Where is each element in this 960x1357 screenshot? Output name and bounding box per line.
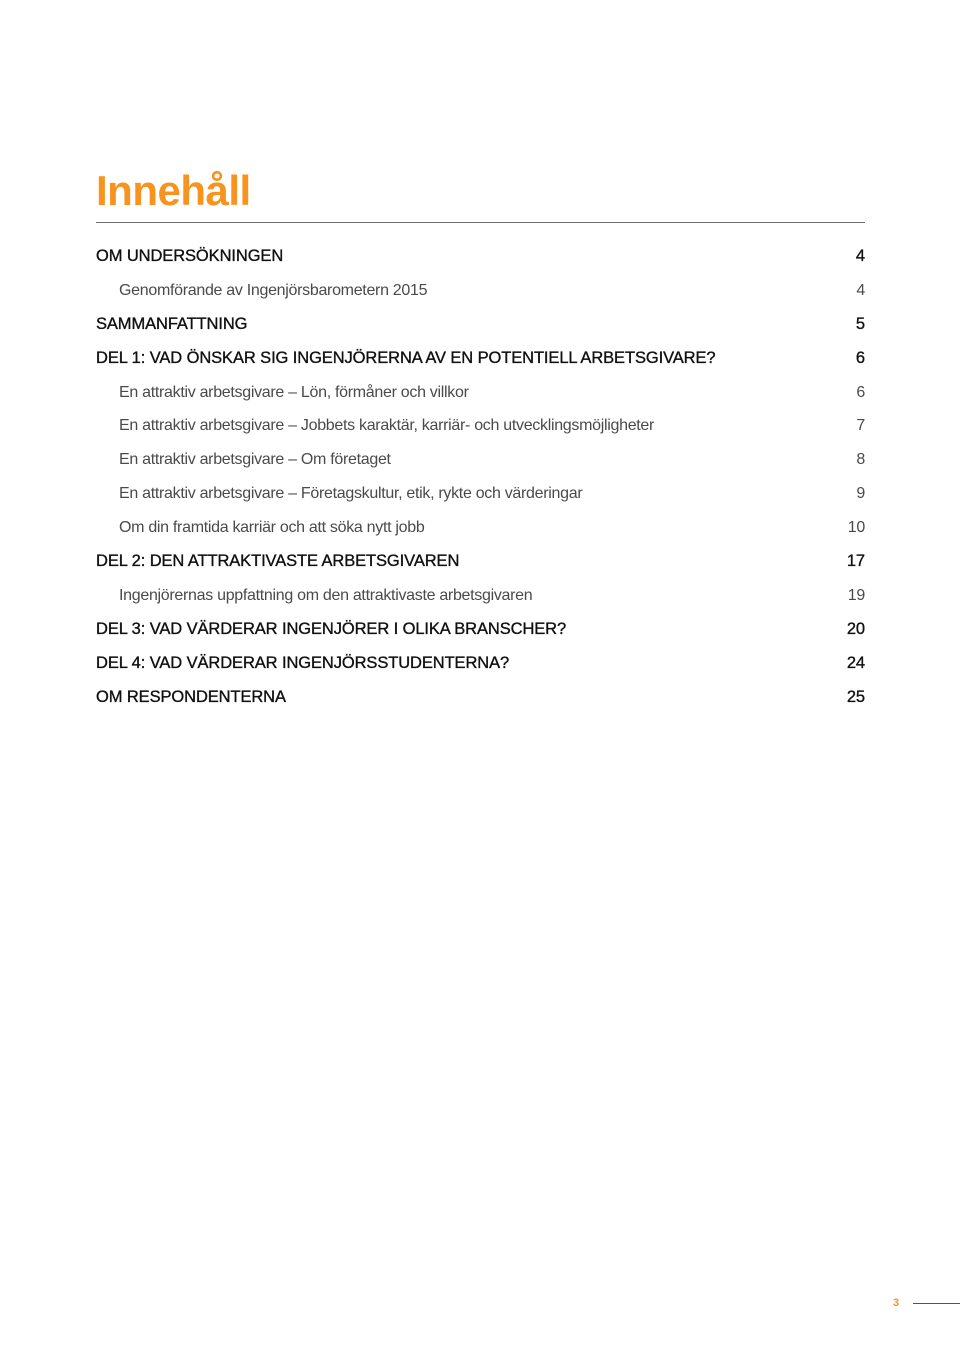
toc-entry-label: OM UNDERSÖKNINGEN (96, 247, 284, 266)
toc-entry-sammanfattning[interactable] (96, 308, 865, 342)
toc-entry-label: DEL 1: VAD ÖNSKAR SIG INGENJÖRERNA AV EN POTENTIELL ARBETSGIVARE? (96, 349, 716, 368)
toc-entry-page-number: 5 (855, 315, 865, 334)
toc-entry-label: OM RESPONDENTERNA (96, 688, 286, 707)
toc-entry-label: En attraktiv arbetsgivare – Företagskultur, etik, rykte och värderingar (119, 485, 583, 503)
toc-entry-lon-formaner[interactable] (96, 376, 865, 410)
toc-entry-page-number: 4 (855, 247, 865, 266)
page-number-rule (913, 1303, 960, 1304)
toc-entry-framtida-karriar[interactable] (96, 511, 865, 545)
toc-entry-om-respondenterna[interactable] (96, 681, 865, 715)
toc-entry-page-number: 19 (847, 586, 865, 604)
toc-entry-jobbets-karaktar[interactable] (96, 409, 865, 443)
toc-entry-page-number: 24 (846, 654, 865, 673)
toc-entry-page-number: 6 (856, 383, 865, 401)
toc-entry-label: Genomförande av Ingenjörsbarometern 2015 (119, 281, 428, 299)
toc-entry-label: DEL 4: VAD VÄRDERAR INGENJÖRSSTUDENTERNA? (96, 654, 510, 673)
toc-entry-label: Ingenjörernas uppfattning om den attraktivaste arbetsgivaren (119, 586, 533, 604)
toc-entry-page-number: 20 (846, 620, 865, 639)
toc-entry-om-foretaget[interactable] (96, 443, 865, 477)
toc-entry-foretagskultur[interactable] (96, 477, 865, 511)
toc-entry-label: DEL 3: VAD VÄRDERAR INGENJÖRER I OLIKA BRANSCHER? (96, 620, 567, 639)
toc-entry-label: Om din framtida karriär och att söka nytt jobb (119, 519, 425, 537)
toc-entry-label: En attraktiv arbetsgivare – Jobbets karaktär, karriär- och utvecklingsmöjligheter (119, 417, 655, 435)
page-number: 3 (893, 1297, 900, 1309)
toc-entry-label: En attraktiv arbetsgivare – Om företaget (119, 451, 391, 469)
toc-entry-del-1[interactable] (96, 342, 865, 376)
toc-entry-page-number: 4 (856, 281, 865, 299)
toc-entry-label: SAMMANFATTNING (96, 315, 248, 334)
toc-entry-ingenjorernas-uppfattning[interactable] (96, 579, 865, 613)
table-of-contents (96, 240, 865, 714)
toc-entry-page-number: 17 (846, 552, 865, 571)
page-title: Innehåll (96, 167, 251, 214)
toc-entry-page-number: 7 (856, 417, 865, 435)
toc-entry-page-number: 8 (856, 451, 865, 469)
toc-entry-page-number: 10 (847, 519, 865, 537)
toc-entry-del-4[interactable] (96, 647, 865, 681)
toc-entry-label: En attraktiv arbetsgivare – Lön, förmåner och villkor (119, 383, 469, 401)
toc-entry-genomforande[interactable] (96, 274, 865, 308)
toc-entry-page-number: 25 (846, 688, 865, 707)
toc-entry-label: DEL 2: DEN ATTRAKTIVASTE ARBETSGIVAREN (96, 552, 460, 571)
toc-entry-del-2[interactable] (96, 545, 865, 579)
toc-entry-page-number: 9 (856, 485, 865, 503)
toc-entry-om-undersokningen[interactable] (96, 240, 865, 274)
toc-entry-page-number: 6 (855, 349, 865, 368)
title-divider (96, 222, 865, 223)
toc-entry-del-3[interactable] (96, 613, 865, 647)
